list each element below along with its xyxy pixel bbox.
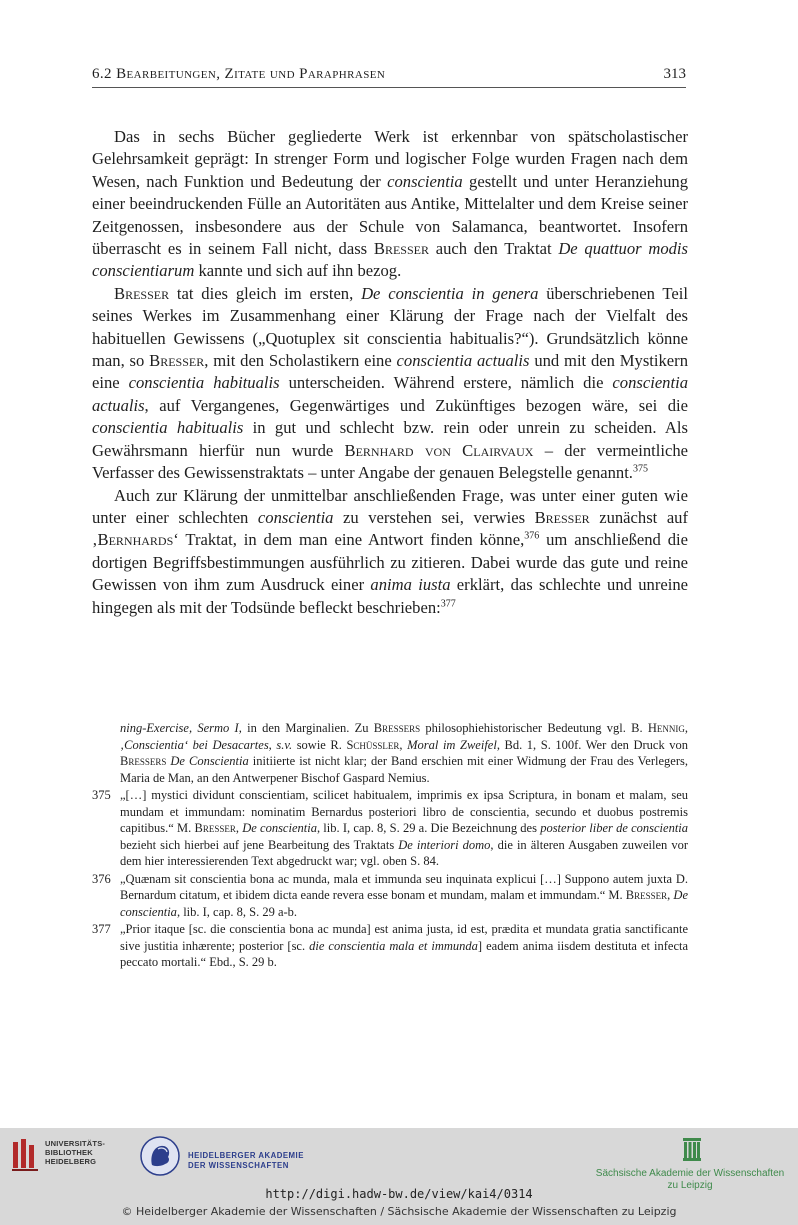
italic-term: conscientia: [387, 171, 463, 191]
text-run: ,: [684, 721, 688, 735]
text-run: Das in sechs Bücher gegliederte Werk ist erkennbar von spätscholastischer Gelehrsamkeit geprägt: In strenger Form und logischer Folge wurden Fragen nach dem Wesen, nach Funktion und Bedeutung der: [92, 127, 688, 191]
text-run: , auf Vergangenes, Gegenwärtiges und Zukünftiges bezogen wäre, sei die: [144, 395, 688, 415]
paragraph-2: [92, 283, 688, 485]
italic-term: ‚Conscientia‘ bei Desacartes, s.v.: [120, 737, 293, 752]
italic-term: conscientia: [257, 507, 334, 527]
text-run: philosophiehistorischer Bedeutung vgl. B.: [420, 721, 648, 735]
author-name: Bresser: [114, 283, 170, 303]
ub-heidelberg-logo[interactable]: [10, 1136, 120, 1174]
text-run: sowie R.: [292, 737, 347, 752]
text-run: zunächst auf ‚: [92, 507, 689, 550]
text-run: auch den Traktat: [428, 239, 559, 259]
text-run: „[…] mystici dividunt conscientiam, scilicet habitualem, imprimis ex ipsa Scriptura, in bonam et malam, seu mundam et immundam: nominatim Bernardus posteriori libro de conscientia, secundo et duobus postremis capitibus.“ M.: [120, 788, 688, 835]
ub-logo-text: UNIVERSITÄTS- BIBLIOTHEK HEIDELBERG: [45, 1139, 106, 1166]
italic-term: die conscientia mala et immunda: [309, 938, 478, 953]
italic-term: Moral im Zweifel: [407, 737, 497, 752]
author-name: Schüssler: [346, 737, 400, 752]
text-run: ,: [667, 888, 674, 902]
text-run: um anschließend die dortigen Begriffsbestimmungen ausführlich zu zitieren. Dabei wurde das gute und reine Gewissen von ihm zum Ausdruck einer: [92, 530, 688, 595]
text-run: „Quænam sit conscientia bona ac munda, mala et immunda seu inquinata explicui […] Suppono autem juxta D. Bernardum citatum, et ibidem dicta eande revera esse bonam et mundam, malam et immundam.“ M.: [120, 871, 688, 902]
italic-term: De conscientia in genera: [361, 283, 539, 303]
text-run: ,: [235, 821, 243, 835]
saw-logo-text: Sächsische Akademie der Wissenschaften zu Leipzig: [595, 1168, 785, 1191]
text-run: , Bd. 1, S. 100f. Wer den Druck von: [496, 737, 689, 752]
italic-term: conscientia habitualis: [92, 418, 244, 438]
text-run: bezieht sich hierbei auf jene Bearbeitung des Traktats: [120, 837, 399, 852]
paragraph-3: [92, 485, 688, 619]
text-run: , mit den Scholastikern eine: [204, 351, 397, 371]
author-name: Hennig: [647, 721, 685, 735]
footnote-number: 377: [92, 922, 111, 936]
footer-band: [0, 1128, 798, 1225]
author-name: Bresser: [625, 888, 668, 902]
italic-term: posterior liber de conscientia: [540, 821, 689, 835]
page-number: 313: [663, 66, 686, 82]
text-run: „Prior itaque [sc. die conscientia bona ac munda] est anima justa, id est, prædita et mundata gratia sanctificante sive justitia inhærente; posterior [sc.: [120, 922, 688, 953]
footnote-375: [92, 787, 688, 870]
text-run: erklärt, das schlechte und unreine hingegen als mit der Todsünde befleckt beschrieben:: [92, 575, 688, 617]
text-run: ] eadem anima iisdem destituta et infecta peccato mortali.“ Ebd., S. 29 b.: [120, 938, 689, 969]
italic-term: De conscientia: [242, 821, 317, 835]
saw-leipzig-logo[interactable]: [590, 1134, 790, 1194]
text-run: kannte und sich auf ihn bezog.: [194, 261, 402, 281]
page-url-link[interactable]: http://digi.hadw-bw.de/view/kai4/0314: [265, 1187, 533, 1201]
main-text: [92, 126, 688, 619]
italic-term: conscientia actualis: [92, 373, 688, 415]
text-run: unterscheiden. Während erstere, nämlich die: [279, 373, 613, 393]
copyright-notice: © Heidelberger Akademie der Wissenschaften / Sächsische Akademie der Wissenschaften zu Leipzig: [121, 1205, 677, 1218]
page-header: [92, 63, 686, 88]
saw-building-icon: [682, 1136, 702, 1162]
minerva-head-icon: [138, 1135, 182, 1177]
footnote-ref-375[interactable]: 375: [632, 463, 648, 475]
text-run: gestellt und unter Heranziehung einer beeindruckenden Fülle an Autoritäten aus Antike, Mittelalter und dem Kreise seiner Zeitgenossen, insbesondere aus der Schule von Salamanca, beantwortet. Insofern überrascht es in seinem Fall nicht, dass: [92, 171, 688, 259]
italic-term: ning-Exercise, Sermo I,: [120, 721, 242, 735]
ub-emblem-icon: [10, 1136, 42, 1172]
footnote-number: 376: [92, 871, 111, 886]
author-name: Bernhards: [97, 530, 174, 550]
text-run: , die in älteren Ausgaben zuweilen vor dem hier interessierenden Text abgedruckt war; vgl. oben S. 84.: [120, 837, 688, 868]
author-name: Bernhard von Clairvaux: [344, 440, 534, 460]
text-run: , lib. I, cap. 8, S. 29 a. Die Bezeichnung des: [316, 821, 541, 835]
author-name: Bressers: [120, 754, 167, 768]
text-run: ‘ Traktat, in dem man eine Antwort finden könne,: [173, 530, 525, 550]
author-name: Bresser: [194, 821, 236, 835]
author-name: Bresser: [373, 239, 429, 259]
author-name: Bresser: [534, 507, 590, 527]
text-run: tat dies gleich im ersten,: [169, 283, 362, 303]
italic-term: De Conscientia: [170, 754, 249, 768]
running-head: 6.2 Bearbeitungen, Zitate und Paraphrasen: [92, 66, 386, 82]
text-run: und mit den Mystikern eine: [92, 351, 688, 393]
paragraph-1: [92, 126, 688, 283]
text-run: Auch zur Klärung der unmittelbar anschließenden Frage, was unter einer guten wie unter einer schlechten: [92, 485, 688, 527]
text-run: in gut und schlecht bzw. rein oder unrein zu scheiden. Als Gewährsmann hierfür nun wurde: [92, 418, 688, 460]
italic-term: De quattuor modis conscientiarum: [92, 239, 689, 281]
text-run: ,: [399, 737, 408, 752]
hadw-logo-text: HEIDELBERGER AKADEMIE DER WISSENSCHAFTEN: [188, 1151, 304, 1170]
text-run: zu verstehen sei, verwies: [333, 507, 535, 527]
text-run: , lib. I, cap. 8, S. 29 a-b.: [176, 904, 298, 919]
footnote-ref-377[interactable]: 377: [440, 598, 456, 609]
text-run: initiierte ist nicht klar; der Band erschien mit einer Widmung der Frau des Verlegers, Maria de Man, an den Antwerpener Bischof Gaspard Nemius.: [120, 754, 688, 785]
author-name: Bresser: [149, 351, 205, 371]
footnote-ref-376[interactable]: 376: [524, 530, 540, 542]
text-run: – der vermeintliche Verfasser des Gewissenstraktats – unter Angabe der genauen Belegstelle genannt.: [92, 440, 688, 483]
italic-term: conscientia actualis: [396, 351, 530, 371]
footnote-number: 375: [92, 788, 111, 802]
text-run: überschriebenen Teil seines Werkes im Zusammenhang einer Klärung der Frage nach der Vielfalt des habituellen Gewissens („Quotuplex sit conscientia habitualis?“). Grundsätzlich könne man, so: [92, 283, 688, 371]
italic-term: conscientia habitualis: [128, 373, 280, 393]
text-run: in den Marginalien. Zu: [241, 721, 374, 735]
author-name: Bressers: [373, 721, 421, 735]
footnote-continuation: [92, 720, 688, 786]
footnote-376: [92, 871, 688, 921]
footnotes: [92, 720, 688, 971]
italic-term: anima iusta: [370, 575, 451, 595]
footnote-377: [92, 921, 688, 971]
italic-term: De conscientia: [120, 888, 688, 919]
hadw-logo[interactable]: [138, 1135, 338, 1177]
italic-term: De interiori domo: [398, 837, 491, 852]
